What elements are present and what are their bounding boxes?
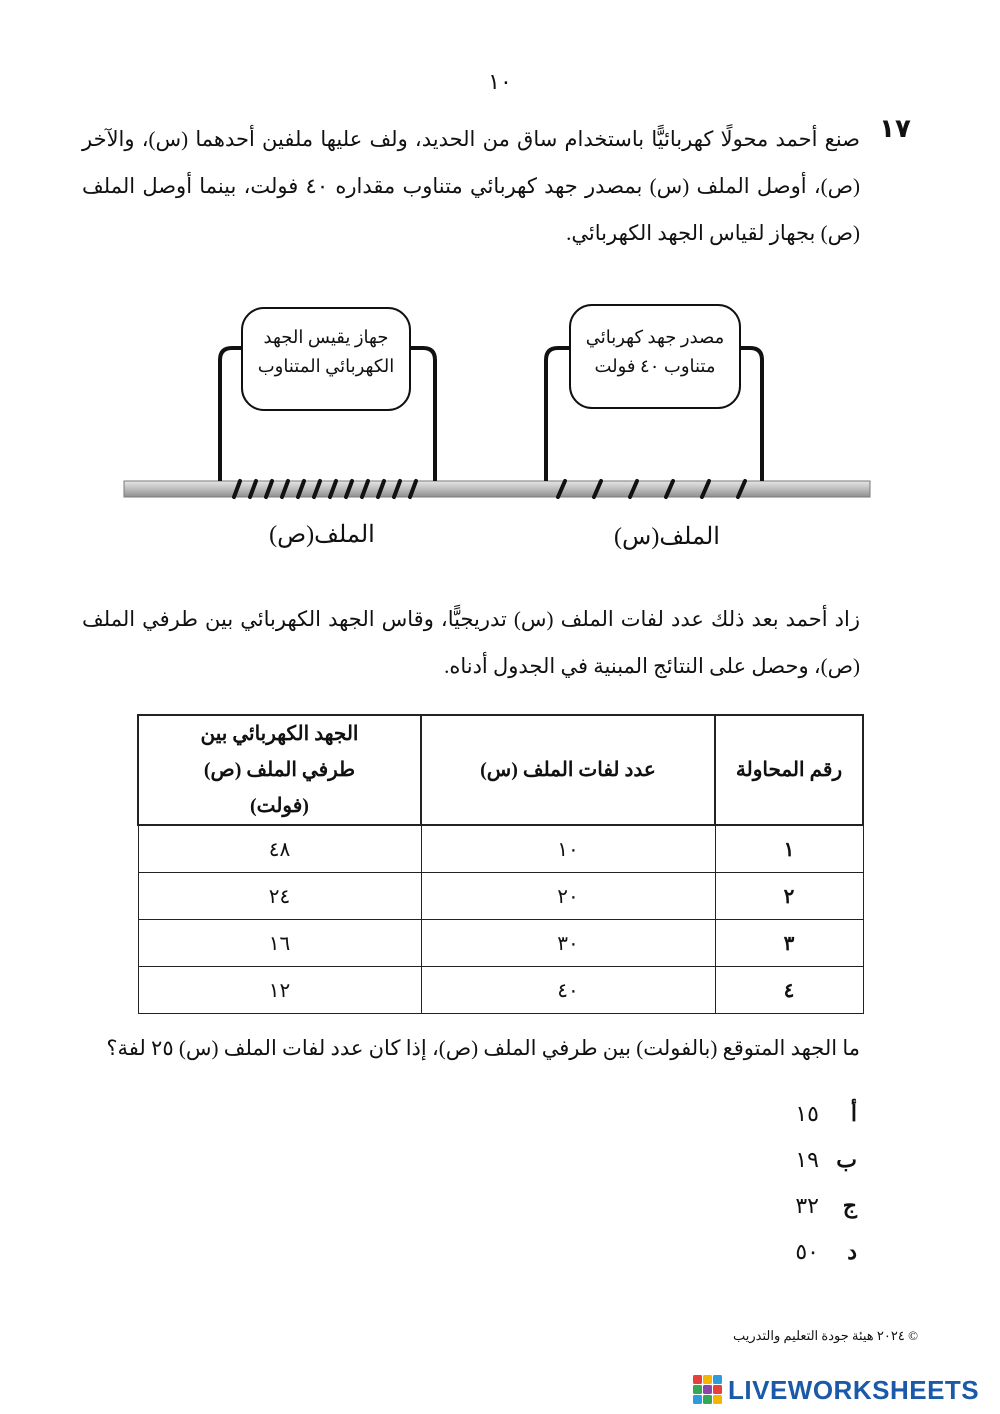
cell-trial: ٤ bbox=[715, 967, 863, 1014]
paragraph-results-intro: زاد أحمد بعد ذلك عدد لفات الملف (س) تدريجيًّا، وقاس الجهد الكهربائي بين طرفي الملف (ص)، وحصل على النتائج المبنية في الجدول أدناه. bbox=[82, 607, 860, 678]
brand-text: LIVEWORKSHEETS bbox=[728, 1375, 980, 1405]
cell-voltage: ١٦ bbox=[138, 920, 421, 967]
table-row bbox=[138, 920, 863, 967]
copyright-notice: © ٢٠٢٤ هيئة جودة التعليم والتدريب bbox=[732, 1328, 918, 1343]
meter-label-line2: الكهربائي المتناوب bbox=[257, 356, 395, 376]
liveworksheets-logo-icon bbox=[692, 1374, 724, 1406]
option-letter: أ bbox=[850, 1101, 857, 1126]
cell-trial: ١ bbox=[715, 825, 863, 873]
cell-turns: ٢٠ bbox=[421, 873, 715, 920]
transformer-diagram bbox=[110, 290, 890, 570]
table-row bbox=[138, 825, 863, 873]
table-row bbox=[138, 967, 863, 1014]
coil-y-label: الملف(ص) bbox=[269, 522, 375, 548]
option-b[interactable] bbox=[780, 1143, 865, 1183]
meter-label-line1: جهاز يقيس الجهد bbox=[263, 327, 389, 347]
question-number: ١٧ bbox=[879, 114, 911, 144]
page-number: ١٠ bbox=[488, 70, 512, 95]
option-value: ١٥ bbox=[795, 1101, 819, 1126]
option-value: ١٩ bbox=[795, 1147, 819, 1172]
cell-voltage: ١٢ bbox=[138, 967, 421, 1014]
results-table bbox=[137, 714, 864, 1014]
source-label-line1: مصدر جهد كهربائي bbox=[585, 327, 725, 347]
table-row bbox=[138, 873, 863, 920]
cell-trial: ٣ bbox=[715, 920, 863, 967]
header-coil-x-turns: عدد لفات الملف (س) bbox=[421, 715, 715, 825]
header-trial-number: رقم المحاولة bbox=[715, 715, 863, 825]
liveworksheets-brand[interactable] bbox=[690, 1372, 990, 1408]
question-stem: صنع أحمد محولًا كهربائيًّا باستخدام ساق من الحديد، ولف عليها ملفين أحدهما (س)، والآخر (ص)، أوصل الملف (س) بمصدر جهد كهربائي متناوب مقداره ٤٠ فولت، بينما أوصل الملف (ص) بجهاز لقياس الجهد الكهربائي. bbox=[82, 127, 860, 245]
table-header-row bbox=[138, 715, 863, 825]
cell-voltage: ٢٤ bbox=[138, 873, 421, 920]
option-a[interactable] bbox=[780, 1097, 865, 1137]
cell-turns: ١٠ bbox=[421, 825, 715, 873]
coil-x-label: الملف(س) bbox=[614, 524, 720, 550]
option-value: ٥٠ bbox=[795, 1239, 819, 1264]
source-wire-left bbox=[546, 348, 572, 481]
header-coil-y-voltage: الجهد الكهربائي بين طرفي الملف (ص) (فولت) bbox=[138, 715, 421, 825]
cell-turns: ٣٠ bbox=[421, 920, 715, 967]
option-letter: د bbox=[847, 1239, 857, 1264]
option-letter: ب bbox=[836, 1147, 857, 1172]
option-c[interactable] bbox=[780, 1189, 865, 1229]
source-wire-right bbox=[738, 348, 762, 481]
option-value: ٣٢ bbox=[795, 1193, 819, 1218]
cell-voltage: ٤٨ bbox=[138, 825, 421, 873]
cell-trial: ٢ bbox=[715, 873, 863, 920]
source-label-line2: متناوب ٤٠ فولت bbox=[594, 356, 716, 376]
question-prompt: ما الجهد المتوقع (بالفولت) بين طرفي الملف (ص)، إذا كان عدد لفات الملف (س) ٢٥ لفة؟ bbox=[106, 1036, 860, 1060]
meter-wire-right bbox=[410, 348, 435, 481]
option-letter: ج bbox=[842, 1193, 857, 1218]
cell-turns: ٤٠ bbox=[421, 967, 715, 1014]
option-d[interactable] bbox=[780, 1235, 865, 1275]
